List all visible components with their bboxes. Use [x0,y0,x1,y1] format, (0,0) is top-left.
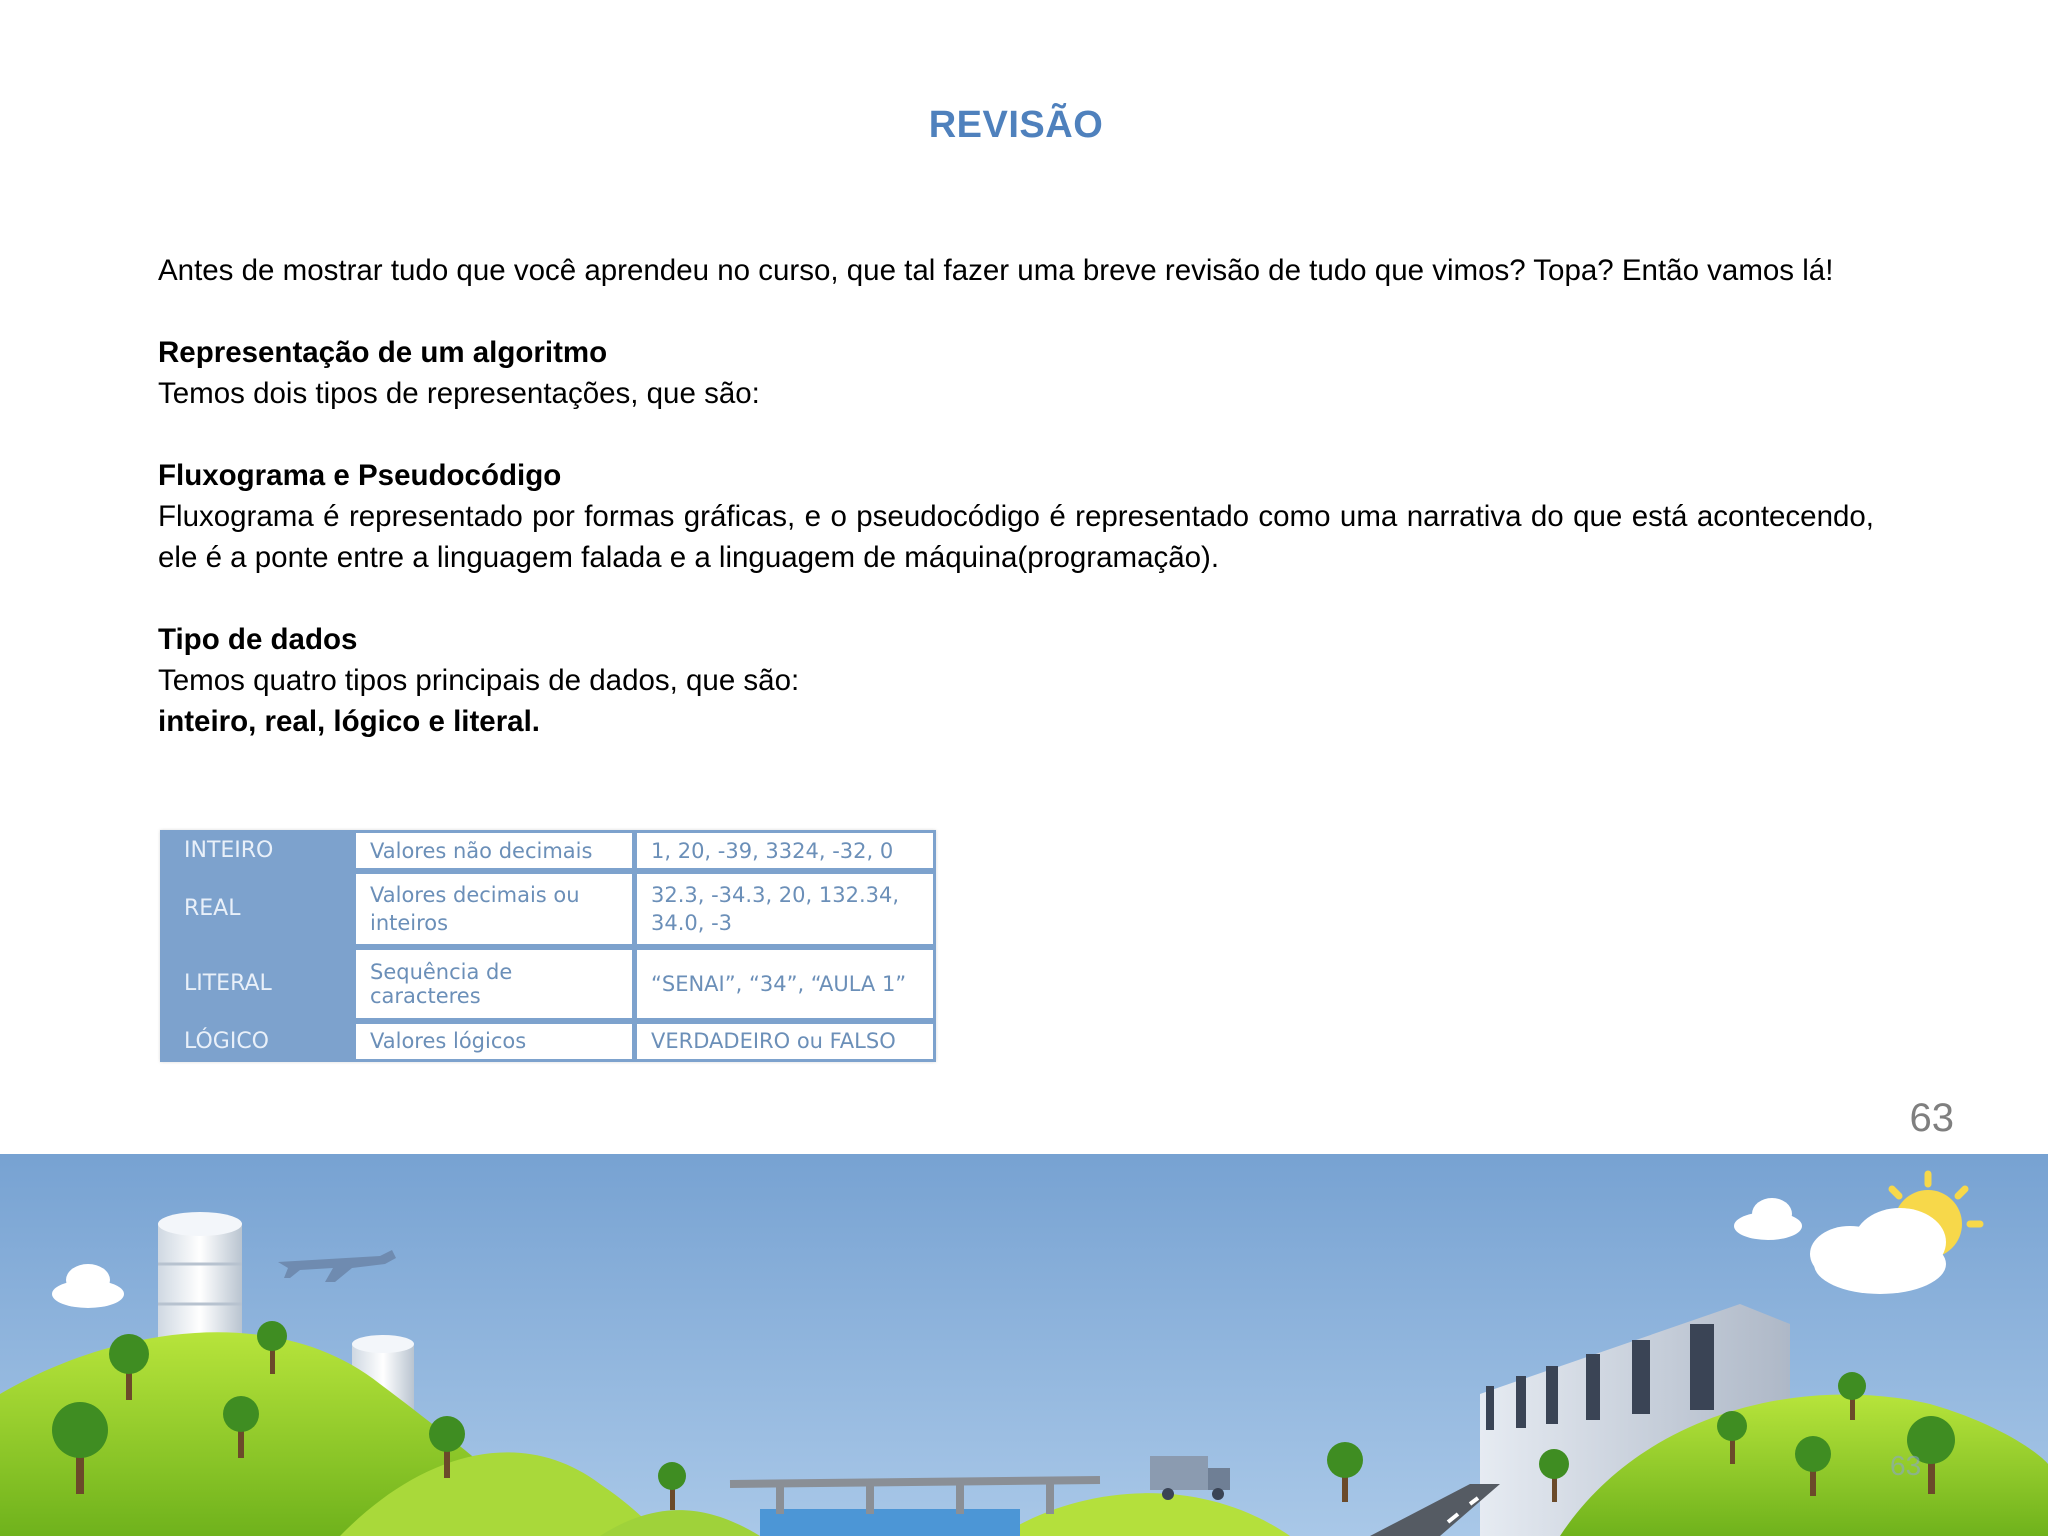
section-text: Fluxograma é representado por formas gráficas, e o pseudocódigo é representado como uma narrativa do que está acontecendo, ele é a ponte entre a linguagem falada e a linguagem de máquina(programação). [158,500,1874,574]
slide-title: REVISÃO [928,104,1104,146]
type-cell: INTEIRO [184,838,274,864]
section-heading: Representação de um algoritmo [158,336,608,369]
type-cell: LÓGICO [184,1028,270,1054]
examples-cell: 1, 20, -39, 3324, -32, 0 [635,830,936,871]
description-cell: Sequência de caracteres [354,947,635,1021]
footer-page-number: 63 [1890,1450,1922,1481]
description-cell: Valores decimais ou inteiros [354,871,635,947]
section-heading: Fluxograma e Pseudocódigo [158,459,562,492]
section-text: Temos dois tipos de representações, que são: [158,377,760,410]
description-cell: Valores lógicos [354,1021,635,1062]
water [760,1509,1020,1536]
section-text: Temos quatro tipos principais de dados, que são: [158,664,800,697]
section-heading: Tipo de dados [158,623,358,656]
data-types-table [160,830,936,1062]
examples-cell: 32.3, -34.3, 20, 132.34, 34.0, -3 [635,871,936,947]
slide-content [158,250,1874,742]
page-number: 63 [1909,1096,1954,1140]
intro-paragraph: Antes de mostrar tudo que você aprendeu no curso, que tal fazer uma breve revisão de tudo que vimos? Topa? Então vamos lá! [158,254,1834,287]
data-types-list: inteiro, real, lógico e literal. [158,705,540,738]
footer-illustration [0,1154,2048,1536]
table-row [160,830,936,871]
description-cell: Valores não decimais [354,830,635,871]
table-row [160,871,936,947]
type-cell: LITERAL [184,971,272,997]
table-row [160,1021,936,1062]
type-cell: REAL [184,896,241,922]
table-row [160,947,936,1021]
examples-cell: VERDADEIRO ou FALSO [635,1021,936,1062]
examples-cell: “SENAI”, “34”, “AULA 1” [635,947,936,1021]
